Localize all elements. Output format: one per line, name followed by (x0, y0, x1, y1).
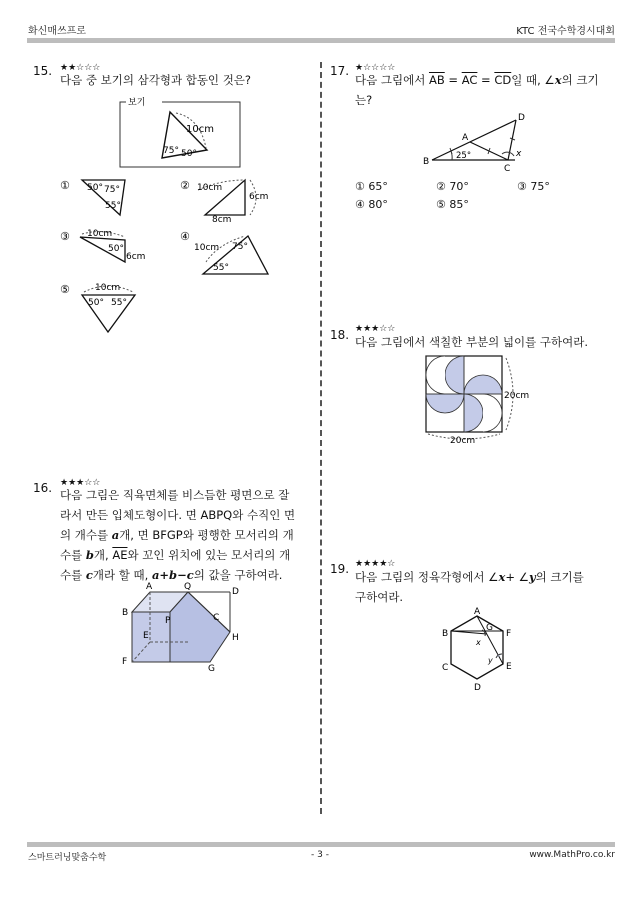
q15-c5-l3: 55° (111, 298, 127, 308)
q17-label-d: D (518, 113, 525, 123)
q15-c2-l1: 10cm (197, 183, 223, 193)
q16-label-c: C (213, 613, 220, 623)
q15-figures (0, 0, 320, 340)
q15-c4-l1: 10cm (194, 243, 220, 253)
q17-label-angle: 25° (456, 151, 472, 161)
q15-c3-l3: 6cm (126, 252, 146, 262)
q15-c2-l3: 8cm (212, 215, 232, 225)
q15-c3-num: ③ (60, 230, 70, 243)
footer-right[interactable]: www.MathPro.co.kr (529, 850, 615, 860)
q17-option-5: ⑤ 85° (436, 198, 469, 211)
q15-c4-num: ④ (180, 230, 190, 243)
q19-label-y: y (488, 656, 493, 665)
q15-fig-a2: 50° (181, 149, 197, 159)
q19-text (355, 567, 617, 607)
q15-c1-l3: 55° (105, 201, 121, 211)
q15-c5-l1: 10cm (95, 283, 121, 293)
q15-c4-l3: 55° (213, 263, 229, 273)
q19-number: 19. (330, 562, 350, 576)
q19-label-d: D (474, 683, 481, 693)
q19-label-x: x (476, 638, 481, 647)
q16-line2: 라서 만든 입체도형이다. 면 ABPQ와 수직인 면 (60, 508, 296, 522)
q17-label-x: x (516, 149, 522, 159)
q16-number: 16. (33, 481, 53, 495)
q16-label-q: Q (184, 582, 192, 592)
q19-line1: 다음 그림의 정육각형에서 ∠x+ ∠y의 크기를 (355, 570, 584, 584)
q15-number: 15. (33, 64, 53, 78)
footer-page: - 3 - (311, 850, 329, 860)
q16-line4: 수를 b개, $\overline{AE}$와 꼬인 위치에 있는 모서리의 개 (60, 548, 291, 562)
q16-line1: 다음 그림은 직육면체를 비스듬한 평면으로 잘 (60, 488, 290, 502)
q15-c5-num: ⑤ (60, 283, 70, 296)
q16-stars: ★★★☆☆ (60, 478, 101, 488)
q15-c4-l2: 75° (232, 242, 248, 252)
q17-label-c: C (504, 164, 511, 172)
q18-stars: ★★★☆☆ (355, 324, 396, 334)
q16-label-f: F (122, 657, 128, 667)
q15-c1-l2: 75° (104, 185, 120, 195)
q19-label-a: A (474, 607, 481, 617)
q16-line5: 수를 c개라 할 때, a+b−c의 값을 구하여라. (60, 568, 283, 582)
q15-c1-num: ① (60, 179, 70, 192)
q19-label-e: E (506, 662, 512, 672)
q15-choice-1 (60, 179, 125, 215)
q19-label-b: B (442, 629, 449, 639)
q15-c5-l2: 50° (88, 298, 104, 308)
q16-text (60, 485, 315, 585)
q18-side-right: 20cm (504, 391, 530, 401)
q17-option-2: ② 70° (436, 180, 469, 193)
q18-number: 18. (330, 328, 350, 342)
footer-left: 스마트러닝맞춤수학 (28, 853, 107, 863)
footer-rule (27, 842, 615, 847)
q15-fig-side: 10cm (186, 124, 214, 135)
q15-c3-l2: 50° (108, 244, 124, 254)
q15-stars: ★★☆☆☆ (60, 63, 101, 73)
q15-fig-a1: 75° (163, 146, 179, 156)
q17-option-4: ④ 80° (355, 198, 388, 211)
q19-label-c: C (442, 663, 449, 673)
q16-label-d: D (232, 587, 239, 597)
q19-label-f: F (506, 629, 512, 639)
header-right: KTC 전국수학경시대회 (516, 26, 615, 37)
q17-line1: 다음 그림에서 $\overline{AB} = \overline{AC} = \overline{CD}$일 때, ∠x의 크기 (355, 73, 599, 87)
q15-choice-3 (60, 229, 145, 262)
q17-line2: 는? (355, 93, 373, 107)
q17-label-b: B (423, 157, 430, 167)
q16-label-e: E (143, 631, 149, 641)
q18-text: 다음 그림에서 색칠한 부분의 넓이를 구하여라. (355, 335, 589, 349)
q19-label-g: G (486, 623, 493, 633)
q17-text (355, 70, 617, 110)
q18-figure (420, 352, 540, 448)
q16-label-a: A (146, 582, 153, 592)
q19-figure (430, 606, 530, 696)
q16-label-g: G (208, 664, 215, 672)
q17-number: 17. (330, 64, 350, 78)
q15-choice-4 (180, 230, 268, 274)
q17-stars: ★☆☆☆☆ (355, 63, 396, 73)
q16-solid-figure (110, 580, 250, 672)
header-left: 화신매쓰프로 (28, 26, 86, 37)
q17-option-3: ③ 75° (517, 180, 550, 193)
column-divider (320, 62, 322, 814)
q16-label-p: P (165, 616, 171, 626)
q19-line2: 구하여라. (355, 590, 404, 604)
q19-stars: ★★★★☆ (355, 559, 396, 569)
q15-c2-num: ② (180, 179, 190, 192)
q17-figure (420, 110, 540, 172)
q18-side-bottom: 20cm (450, 436, 476, 446)
q16-label-b: B (122, 608, 129, 618)
q15-choice-5 (60, 283, 135, 332)
q16-line3: 의 개수를 a개, 면 BFGP와 평행한 모서리의 개 (60, 528, 294, 542)
q15-box-label: 보기 (128, 98, 146, 108)
q15-c1-l1: 50° (87, 183, 103, 193)
q15-choice-2 (180, 179, 268, 225)
q15-example-box (120, 96, 240, 167)
q15-text: 다음 중 보기의 삼각형과 합동인 것은? (60, 73, 252, 87)
q17-label-a: A (462, 133, 469, 143)
q17-option-1: ① 65° (355, 180, 388, 193)
q15-c3-l1: 10cm (87, 229, 113, 239)
q16-label-h: H (232, 633, 239, 643)
q15-c2-l2: 6cm (249, 192, 269, 202)
